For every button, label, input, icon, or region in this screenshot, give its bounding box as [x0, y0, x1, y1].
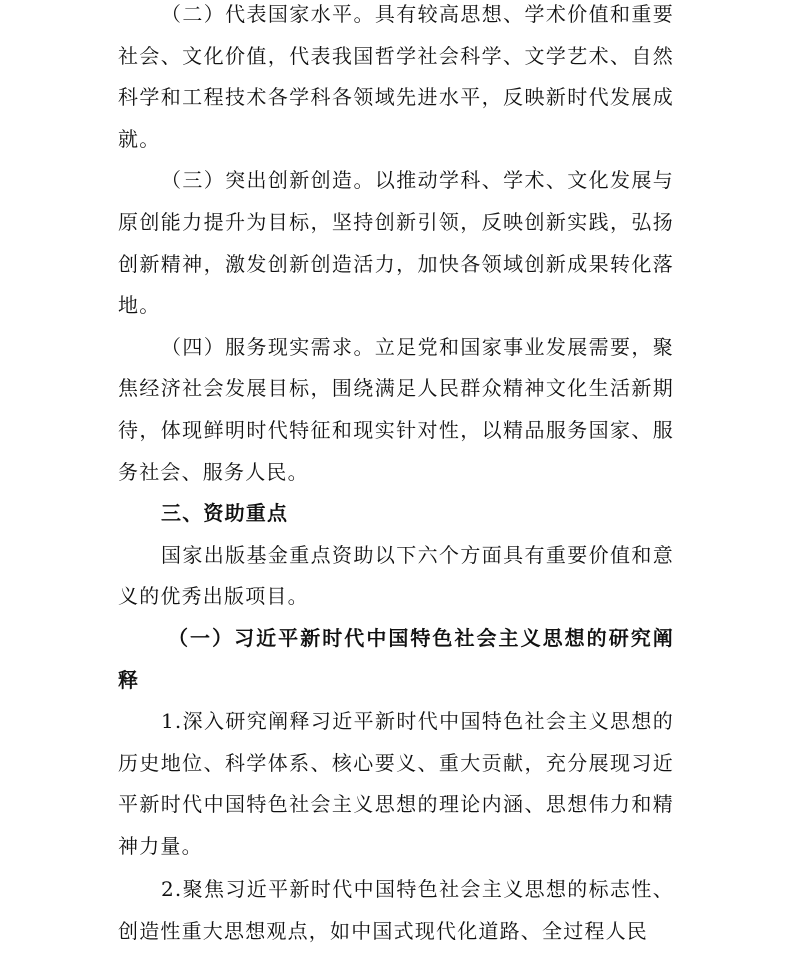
- document-page: [118, 0, 674, 953]
- section-heading: 三、资助重点: [161, 501, 289, 526]
- list-item-2: 2.聚焦习近平新时代中国特色社会主义思想的标志性、创造性重大思想观点，如中国式现代化道路、全过程人民: [118, 877, 674, 944]
- paragraph-national-level: （二）代表国家水平。具有较高思想、学术价值和重要社会、文化价值，代表我国哲学社会科学、文学艺术、自然科学和工程技术各学科各领域先进水平，反映新时代发展成就。: [118, 2, 674, 151]
- section-intro: 国家出版基金重点资助以下六个方面具有重要价值和意义的优秀出版项目。: [118, 542, 674, 609]
- paragraph-practical-needs: （四）服务现实需求。立足党和国家事业发展需要，聚焦经济社会发展目标，围绕满足人民群众精神文化生活新期待，体现鲜明时代特征和现实针对性，以精品服务国家、服务社会、服务人民。: [118, 334, 674, 484]
- paragraph-innovation: （三）突出创新创造。以推动学科、学术、文化发展与原创能力提升为目标，坚持创新引领，反映创新实践，弘扬创新精神，激发创新创造活力，加快各领域创新成果转化落地。: [118, 168, 674, 318]
- subsection-heading: （一）习近平新时代中国特色社会主义思想的研究阐释: [118, 625, 674, 692]
- list-item-1: 1.深入研究阐释习近平新时代中国特色社会主义思想的历史地位、科学体系、核心要义、重大贡献，充分展现习近平新时代中国特色社会主义思想的理论内涵、思想伟力和精神力量。: [118, 709, 674, 858]
